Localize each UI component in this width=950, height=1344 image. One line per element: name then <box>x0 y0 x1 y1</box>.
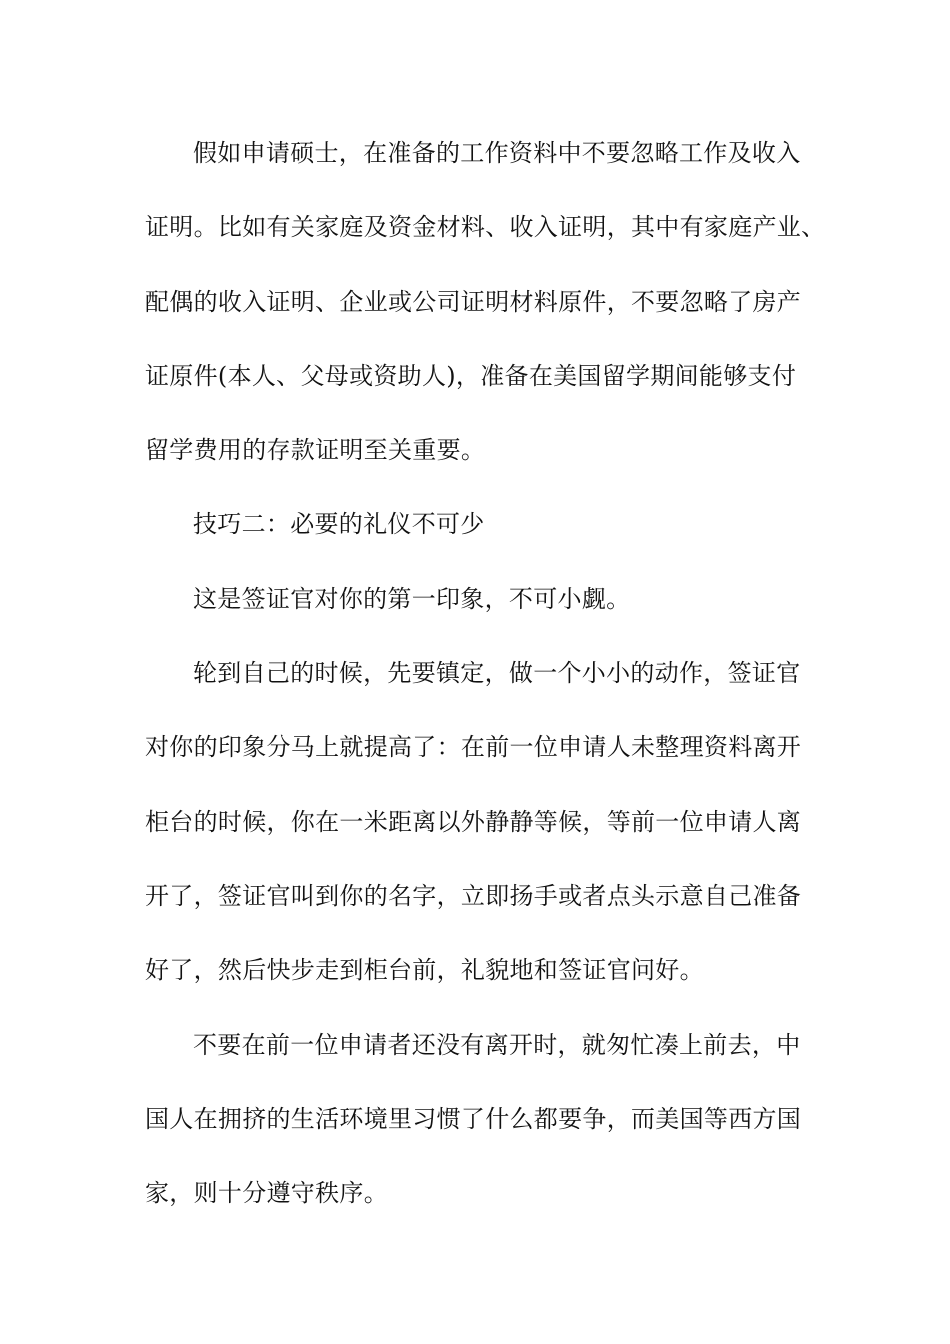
paragraph-1-line-2: 证明。比如有关家庭及资金材料、收入证明，其中有家庭产业、 <box>145 213 826 241</box>
paragraph-1-line-3: 配偶的收入证明、企业或公司证明材料原件，不要忽略了房产 <box>145 288 802 316</box>
paragraph-4-line-3: 家，则十分遵守秩序。 <box>145 1179 388 1207</box>
paragraph-1-line-5: 留学费用的存款证明至关重要。 <box>145 436 486 464</box>
paragraph-3-line-5: 好了，然后快步走到柜台前，礼貌地和签证官问好。 <box>145 956 704 984</box>
paragraph-2-line-1: 这是签证官对你的第一印象，不可小觑。 <box>193 585 631 613</box>
paragraph-4-line-2: 国人在拥挤的生活环境里习惯了什么都要争，而美国等西方国 <box>145 1105 802 1133</box>
paragraph-3-line-2: 对你的印象分马上就提高了：在前一位申请人未整理资料离开 <box>145 733 802 761</box>
section-heading: 技巧二：必要的礼仪不可少 <box>193 510 485 538</box>
paragraph-3-line-1: 轮到自己的时候，先要镇定，做一个小小的动作，签证官 <box>193 659 801 687</box>
paragraph-4-line-1: 不要在前一位申请者还没有离开时，就匆忙凑上前去，中 <box>193 1031 801 1059</box>
paragraph-1-line-4: 证原件(本人、父母或资助人)，准备在美国留学期间能够支付 <box>145 362 797 390</box>
paragraph-1-line-1: 假如申请硕士，在准备的工作资料中不要忽略工作及收入 <box>193 139 801 167</box>
paragraph-3-line-3: 柜台的时候，你在一米距离以外静静等候，等前一位申请人离 <box>145 808 802 836</box>
paragraph-3-line-4: 开了，签证官叫到你的名字，立即扬手或者点头示意自己准备 <box>145 882 802 910</box>
